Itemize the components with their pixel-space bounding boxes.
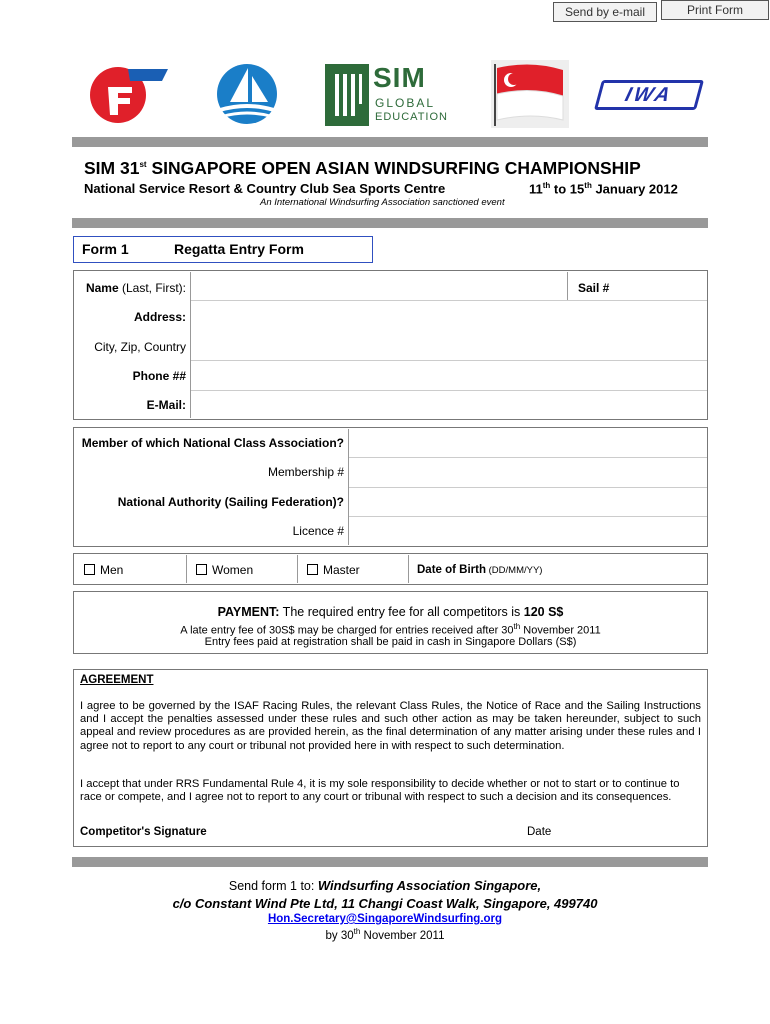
divider-bar xyxy=(72,218,708,228)
checkbox-icon xyxy=(84,564,95,575)
agreement-heading: AGREEMENT xyxy=(80,674,154,686)
address-label: Address: xyxy=(133,310,186,324)
sim-wordmark: SIM xyxy=(373,62,426,93)
divider-bar xyxy=(72,857,708,867)
venue: National Service Resort & Country Club Sea Sports Centre xyxy=(84,181,446,196)
sailing-logo xyxy=(212,62,282,127)
national-authority-label: National Authority (Sailing Federation)? xyxy=(117,495,344,509)
name-field[interactable] xyxy=(191,272,566,300)
send-by-email-button[interactable]: Send by e-mail xyxy=(553,2,657,22)
send-to-line: Send form 1 to: Windsurfing Association Singapore, xyxy=(228,878,542,893)
class-association-label: Member of which National Class Association? xyxy=(81,436,344,450)
licence-field[interactable] xyxy=(349,517,707,545)
agreement-section xyxy=(73,669,708,847)
sim-education-wordmark: EDUCATION xyxy=(375,111,448,123)
print-form-button[interactable]: Print Form xyxy=(661,0,769,20)
sim-global-education-logo xyxy=(325,62,448,126)
national-authority-field[interactable] xyxy=(349,488,707,516)
divider-bar xyxy=(72,137,708,147)
sim-global-wordmark: GLOBAL xyxy=(375,96,436,110)
form-name: Regatta Entry Form xyxy=(174,241,304,257)
agreement-paragraph-1: I agree to be governed by the ISAF Racing Rules, the relevant Class Rules, the Notice of Race and the Sailing Instructions and I accept the penalties assessed under these rules and such other action as may be taken hereunder, subject to such appeal and review procedures as are provided herein, as the final determination of any matter arising under these rules and I agree not to report to any court or tribunal not provided here in with respect to such determination. xyxy=(80,700,701,752)
membership-number-field[interactable] xyxy=(349,458,707,486)
date-label: Date xyxy=(527,826,552,838)
date-of-birth-field[interactable] xyxy=(560,556,706,582)
date-of-birth-label: Date of Birth (DD/MM/YY) xyxy=(417,564,543,576)
cash-payment-line: Entry fees paid at registration shall be paid in cash in Singapore Dollars (S$) xyxy=(204,636,577,648)
mailing-address: c/o Constant Wind Pte Ltd, 11 Changi Coast Walk, Singapore, 499740 xyxy=(172,896,598,911)
page-title: SIM 31st SINGAPORE OPEN ASIAN WINDSURFING CHAMPIONSHIP xyxy=(84,158,641,178)
checkbox-icon xyxy=(196,564,207,575)
form-title-box xyxy=(73,236,373,263)
iwa-logo xyxy=(598,80,700,110)
sail-number-label: Sail # xyxy=(578,281,610,295)
payment-fee-line: PAYMENT: The required entry fee for all competitors is 120 S$ xyxy=(217,605,564,619)
checkbox-icon xyxy=(307,564,318,575)
sail-number-field[interactable] xyxy=(620,272,706,300)
late-fee-line: A late entry fee of 30S$ may be charged for entries received after 30th November 2011 xyxy=(180,622,601,637)
event-dates: 11th to 15th January 2012 xyxy=(529,181,678,197)
form-number: Form 1 xyxy=(82,241,129,257)
sanction-note: An International Windsurfing Association sanctioned event xyxy=(260,197,505,208)
email-field[interactable] xyxy=(191,391,707,419)
men-checkbox[interactable]: Men xyxy=(84,563,123,577)
singapore-flag-icon xyxy=(491,60,569,128)
contact-email-link[interactable]: Hon.Secretary@SingaporeWindsurfing.org xyxy=(267,913,503,925)
signature-label: Competitor's Signature xyxy=(80,826,207,838)
women-checkbox[interactable]: Women xyxy=(196,563,253,577)
address-field[interactable] xyxy=(191,301,707,359)
agreement-paragraph-2: I accept that under RRS Fundamental Rule 4, it is my sole responsibility to decide whether or not to start or to continue to race or compete, and I agree not to report to any court or tribunal with respect to such a decision and its consequences. xyxy=(80,778,680,804)
name-label: Name (Last, First): xyxy=(85,281,186,295)
phone-label: Phone ## xyxy=(132,369,186,383)
master-checkbox[interactable]: Master xyxy=(307,563,360,577)
class-association-field[interactable] xyxy=(349,429,707,457)
membership-number-label: Membership # xyxy=(267,465,344,479)
iwa-wordmark: IWA xyxy=(622,83,676,106)
deadline-line: by 30th November 2011 xyxy=(325,927,445,942)
sponsor-f-logo xyxy=(88,65,168,125)
phone-field[interactable] xyxy=(191,361,707,389)
city-zip-country-label: City, Zip, Country xyxy=(94,340,186,354)
licence-label: Licence # xyxy=(292,524,344,538)
email-label: E-Mail: xyxy=(146,398,186,412)
